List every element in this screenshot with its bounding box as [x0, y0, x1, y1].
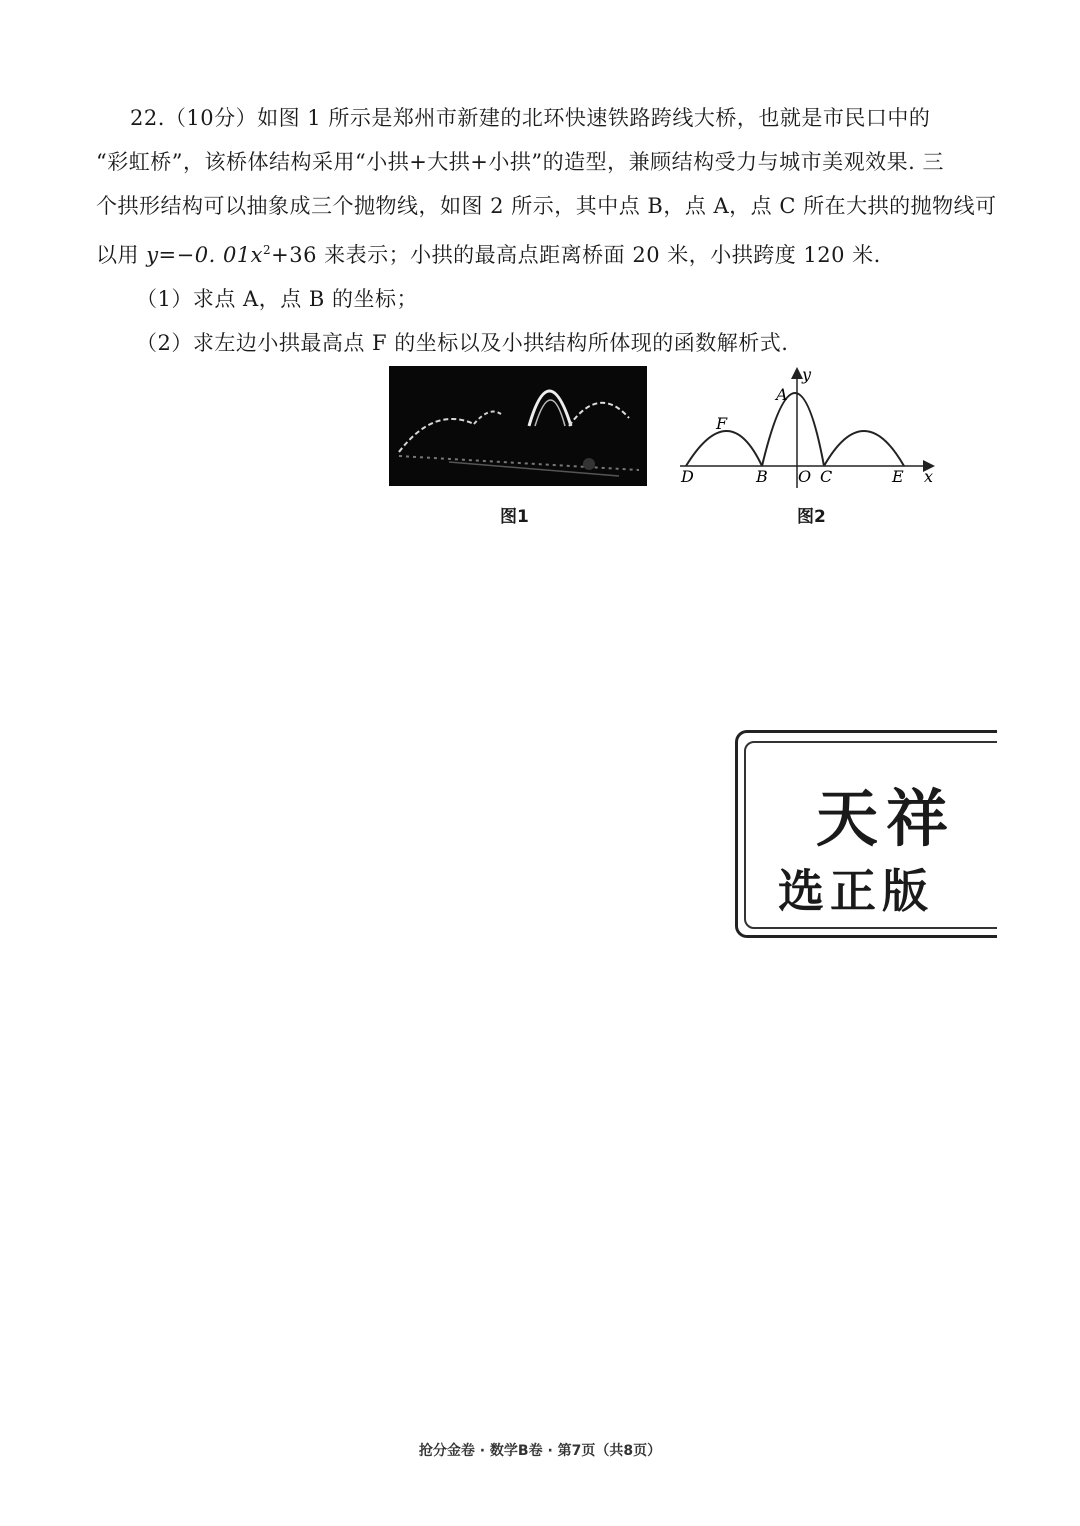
problem-line-2: “彩虹桥”，该桥体结构采用“小拱+大拱+小拱”的造型，兼顾结构受力与城市美观效果. 三: [96, 150, 944, 174]
formula-part-b: +36: [271, 243, 317, 267]
label-C: C: [820, 467, 833, 486]
label-y: y: [802, 365, 812, 384]
line4-pre: 以用: [96, 243, 147, 267]
label-O: O: [798, 467, 812, 486]
problem-line-1: 22.（10分）如图 1 所示是郑州市新建的北环快速铁路跨线大桥，也就是市民口中的: [130, 106, 931, 130]
problem-line-4: [96, 228, 956, 277]
problem-line-3: 个拱形结构可以抽象成三个抛物线，如图 2 所示，其中点 B，点 A，点 C 所在大拱的抛物线可: [96, 194, 997, 218]
stamp-bottom-text: 选正版: [778, 864, 934, 918]
figure-2-diagram: [676, 362, 940, 492]
label-B: B: [756, 467, 768, 486]
formula-exponent: 2: [263, 243, 272, 257]
label-x: x: [924, 467, 934, 486]
problem-text: [96, 96, 997, 365]
figure-2-caption: 图2: [797, 507, 826, 527]
label-F: F: [716, 414, 728, 433]
page-footer: 抢分金卷 · 数学B卷 · 第7页（共8页）: [418, 1443, 662, 1459]
formula-part-a: y=−0. 01x: [146, 243, 264, 267]
label-E: E: [892, 467, 904, 486]
question-1: （1）求点 A，点 B 的坐标；: [136, 287, 418, 311]
figure-1-photo: [389, 366, 647, 486]
question-2: （2）求左边小拱最高点 F 的坐标以及小拱结构所体现的函数解析式.: [136, 331, 789, 355]
stamp-top-text: 天祥: [816, 782, 957, 855]
watermark-stamp: [735, 730, 997, 938]
label-D: D: [681, 467, 694, 486]
big-arch: [762, 393, 824, 466]
right-small-arch: [824, 431, 904, 466]
label-A: A: [776, 385, 788, 404]
figure-1-caption: 图1: [500, 507, 529, 527]
line4-post: 来表示；小拱的最高点距离桥面 20 米，小拱跨度 120 米.: [317, 243, 881, 267]
left-small-arch: [686, 431, 762, 466]
